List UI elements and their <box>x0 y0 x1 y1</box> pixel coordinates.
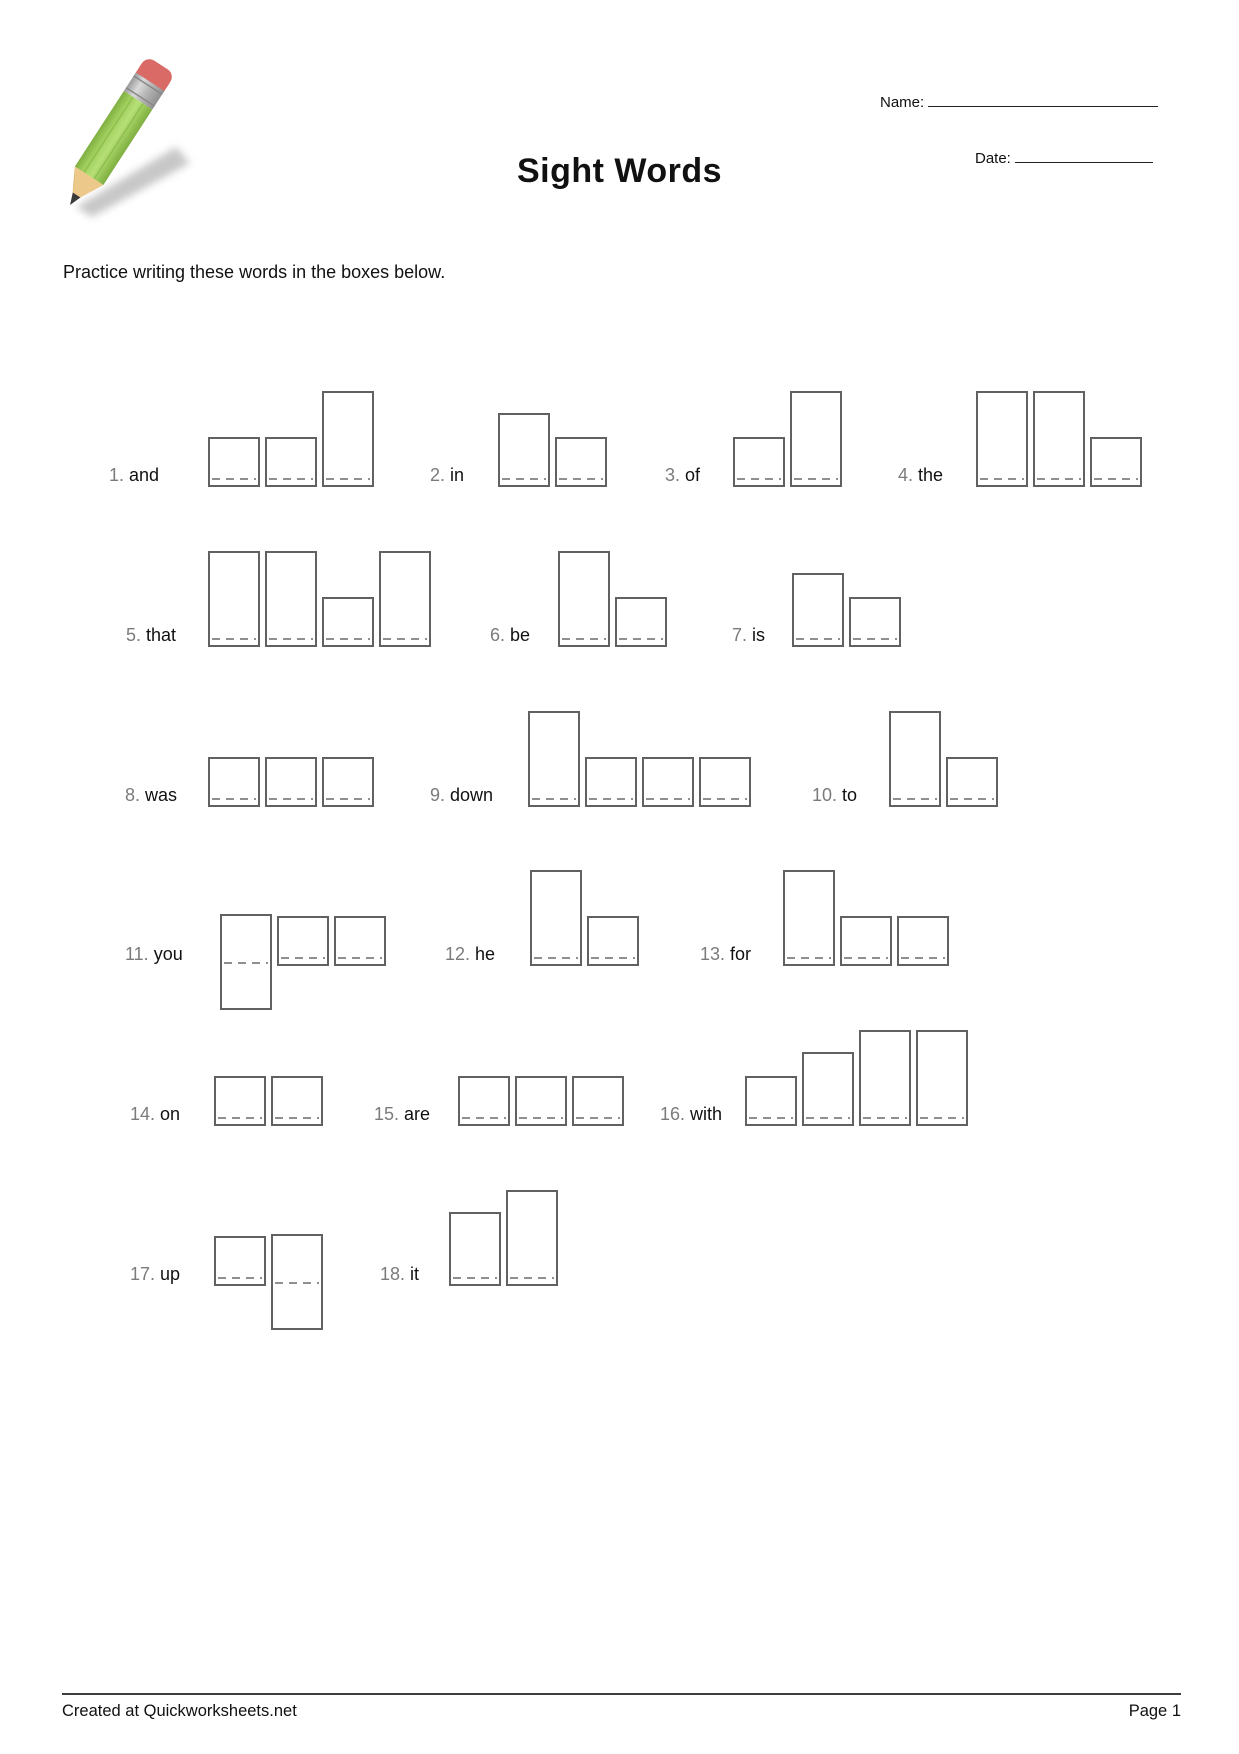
baseline-dash <box>796 638 840 640</box>
baseline-dash <box>212 478 256 480</box>
letter-box-small <box>322 757 374 807</box>
letter-box-small <box>458 1076 510 1126</box>
letter-boxes <box>530 870 639 966</box>
letter-box-tall <box>265 551 317 647</box>
baseline-dash <box>383 638 427 640</box>
baseline-dash <box>619 638 663 640</box>
letter-box-medium <box>802 1052 854 1126</box>
letter-box-tall <box>528 711 580 807</box>
item-word: was <box>145 785 178 805</box>
baseline-dash <box>224 962 268 964</box>
baseline-dash <box>562 638 606 640</box>
baseline-dash <box>591 957 635 959</box>
word-item-label <box>130 1104 180 1124</box>
name-label: Name: <box>880 94 925 111</box>
baseline-dash <box>980 478 1024 480</box>
letter-box-small <box>208 437 260 487</box>
item-word: you <box>153 944 183 964</box>
item-number: 7. <box>732 625 748 645</box>
baseline-dash <box>212 638 256 640</box>
item-number: 11. <box>125 944 149 964</box>
letter-box-tall <box>506 1190 558 1286</box>
date-field <box>975 148 1153 167</box>
item-number: 15. <box>374 1104 400 1124</box>
baseline-dash <box>326 638 370 640</box>
letter-box-small <box>208 757 260 807</box>
item-number: 10. <box>812 785 838 805</box>
baseline-dash <box>453 1277 497 1279</box>
item-number: 5. <box>126 625 142 645</box>
item-word: and <box>129 465 160 485</box>
baseline-dash <box>534 957 578 959</box>
item-word: the <box>918 465 944 485</box>
letter-boxes <box>208 551 431 647</box>
baseline-dash <box>950 798 994 800</box>
letter-boxes <box>733 391 842 487</box>
baseline-dash <box>212 798 256 800</box>
baseline-dash <box>589 798 633 800</box>
word-item-label <box>430 785 493 805</box>
letter-boxes <box>792 551 901 647</box>
baseline-dash <box>559 478 603 480</box>
letter-box-small <box>946 757 998 807</box>
item-word: for <box>730 944 752 964</box>
baseline-dash <box>326 478 370 480</box>
letter-box-small <box>897 916 949 966</box>
letter-box-medium <box>498 413 550 487</box>
letter-boxes <box>214 1030 323 1126</box>
instruction-text: Practice writing these words in the boxes below. <box>63 262 446 282</box>
date-line <box>1015 148 1153 163</box>
letter-box-small <box>572 1076 624 1126</box>
word-item-label <box>374 1104 430 1124</box>
letter-box-small <box>515 1076 567 1126</box>
footer-page-number: Page 1 <box>1128 1702 1181 1720</box>
baseline-dash <box>338 957 382 959</box>
letter-boxes <box>558 551 667 647</box>
letter-box-tall <box>783 870 835 966</box>
word-item-label <box>130 1264 180 1284</box>
letter-box-tall <box>322 391 374 487</box>
item-word: on <box>160 1104 181 1124</box>
letter-boxes <box>745 1030 968 1126</box>
letter-box-small <box>214 1076 266 1126</box>
footer-rule <box>62 1693 1181 1695</box>
baseline-dash <box>901 957 945 959</box>
item-word: up <box>160 1264 181 1284</box>
word-item-label <box>660 1104 722 1124</box>
letter-box-small <box>840 916 892 966</box>
letter-boxes <box>208 391 374 487</box>
letter-box-small <box>322 597 374 647</box>
item-number: 1. <box>109 465 125 485</box>
word-item-label <box>445 944 495 964</box>
letter-boxes <box>528 711 751 807</box>
baseline-dash <box>269 478 313 480</box>
letter-box-tall <box>790 391 842 487</box>
baseline-dash <box>269 638 313 640</box>
letter-box-tall <box>976 391 1028 487</box>
word-item-label <box>430 465 464 485</box>
baseline-dash <box>703 798 747 800</box>
letter-box-small <box>849 597 901 647</box>
letter-box-tall <box>379 551 431 647</box>
letter-boxes <box>889 711 998 807</box>
letter-boxes <box>220 870 386 966</box>
baseline-dash <box>1037 478 1081 480</box>
word-item-label <box>665 465 700 485</box>
item-number: 9. <box>430 785 446 805</box>
item-word: be <box>510 625 531 645</box>
word-item-label <box>732 625 765 645</box>
word-item-label <box>490 625 530 645</box>
item-number: 8. <box>125 785 141 805</box>
item-word: with <box>690 1104 723 1124</box>
item-word: in <box>450 465 465 485</box>
baseline-dash <box>844 957 888 959</box>
item-number: 2. <box>430 465 446 485</box>
item-number: 18. <box>380 1264 406 1284</box>
letter-boxes <box>449 1190 558 1286</box>
letter-box-small <box>733 437 785 487</box>
letter-box-medium <box>449 1212 501 1286</box>
letter-box-small <box>334 916 386 966</box>
baseline-dash <box>749 1117 793 1119</box>
letter-box-small <box>587 916 639 966</box>
letter-boxes <box>458 1030 624 1126</box>
item-word: down <box>450 785 494 805</box>
word-item-label <box>126 625 176 645</box>
letter-boxes <box>976 391 1142 487</box>
baseline-dash <box>532 798 576 800</box>
letter-box-small <box>277 916 329 966</box>
letter-box-small <box>214 1236 266 1286</box>
item-number: 16. <box>660 1104 686 1124</box>
letter-boxes <box>783 870 949 966</box>
letter-box-descender <box>220 914 272 1010</box>
letter-box-tall <box>208 551 260 647</box>
baseline-dash <box>281 957 325 959</box>
item-number: 3. <box>665 465 681 485</box>
baseline-dash <box>787 957 831 959</box>
item-number: 17. <box>130 1264 156 1284</box>
baseline-dash <box>462 1117 506 1119</box>
baseline-dash <box>806 1117 850 1119</box>
baseline-dash <box>646 798 690 800</box>
baseline-dash <box>218 1277 262 1279</box>
letter-box-small <box>265 437 317 487</box>
letter-boxes <box>498 391 607 487</box>
item-word: of <box>685 465 701 485</box>
letter-box-tall <box>889 711 941 807</box>
baseline-dash <box>794 478 838 480</box>
letter-boxes <box>208 711 374 807</box>
baseline-dash <box>893 798 937 800</box>
item-word: it <box>410 1264 420 1284</box>
letter-box-tall <box>558 551 610 647</box>
letter-box-small <box>745 1076 797 1126</box>
item-number: 6. <box>490 625 506 645</box>
word-item-label <box>125 944 183 964</box>
name-line <box>928 92 1158 107</box>
letter-box-tall <box>530 870 582 966</box>
item-word: to <box>842 785 858 805</box>
baseline-dash <box>275 1282 319 1284</box>
letter-box-tall <box>1033 391 1085 487</box>
item-number: 12. <box>445 944 471 964</box>
letter-box-small <box>699 757 751 807</box>
baseline-dash <box>269 798 313 800</box>
baseline-dash <box>576 1117 620 1119</box>
word-item-label <box>812 785 857 805</box>
word-item-label <box>700 944 751 964</box>
letter-boxes <box>214 1190 323 1286</box>
name-field <box>880 92 1158 111</box>
item-number: 13. <box>700 944 726 964</box>
letter-box-small <box>555 437 607 487</box>
item-number: 14. <box>130 1104 156 1124</box>
word-item-label <box>898 465 943 485</box>
letter-box-small <box>585 757 637 807</box>
item-word: he <box>475 944 496 964</box>
baseline-dash <box>275 1117 319 1119</box>
item-word: that <box>146 625 177 645</box>
page-title: Sight Words <box>516 152 723 190</box>
pencil-icon <box>58 55 218 225</box>
baseline-dash <box>1094 478 1138 480</box>
date-label: Date: <box>975 150 1011 167</box>
word-item-label <box>380 1264 419 1284</box>
letter-box-descender <box>271 1234 323 1330</box>
baseline-dash <box>502 478 546 480</box>
footer-credit: Created at Quickworksheets.net <box>62 1702 297 1720</box>
word-item-label <box>125 785 177 805</box>
baseline-dash <box>326 798 370 800</box>
baseline-dash <box>218 1117 262 1119</box>
letter-box-small <box>265 757 317 807</box>
letter-box-tall <box>859 1030 911 1126</box>
baseline-dash <box>510 1277 554 1279</box>
baseline-dash <box>863 1117 907 1119</box>
letter-box-tall <box>916 1030 968 1126</box>
baseline-dash <box>737 478 781 480</box>
letter-box-small <box>1090 437 1142 487</box>
letter-box-medium <box>792 573 844 647</box>
item-number: 4. <box>898 465 914 485</box>
item-word: is <box>752 625 766 645</box>
baseline-dash <box>519 1117 563 1119</box>
word-item-label <box>109 465 159 485</box>
baseline-dash <box>853 638 897 640</box>
baseline-dash <box>920 1117 964 1119</box>
letter-box-small <box>642 757 694 807</box>
letter-box-small <box>271 1076 323 1126</box>
letter-box-small <box>615 597 667 647</box>
item-word: are <box>404 1104 431 1124</box>
